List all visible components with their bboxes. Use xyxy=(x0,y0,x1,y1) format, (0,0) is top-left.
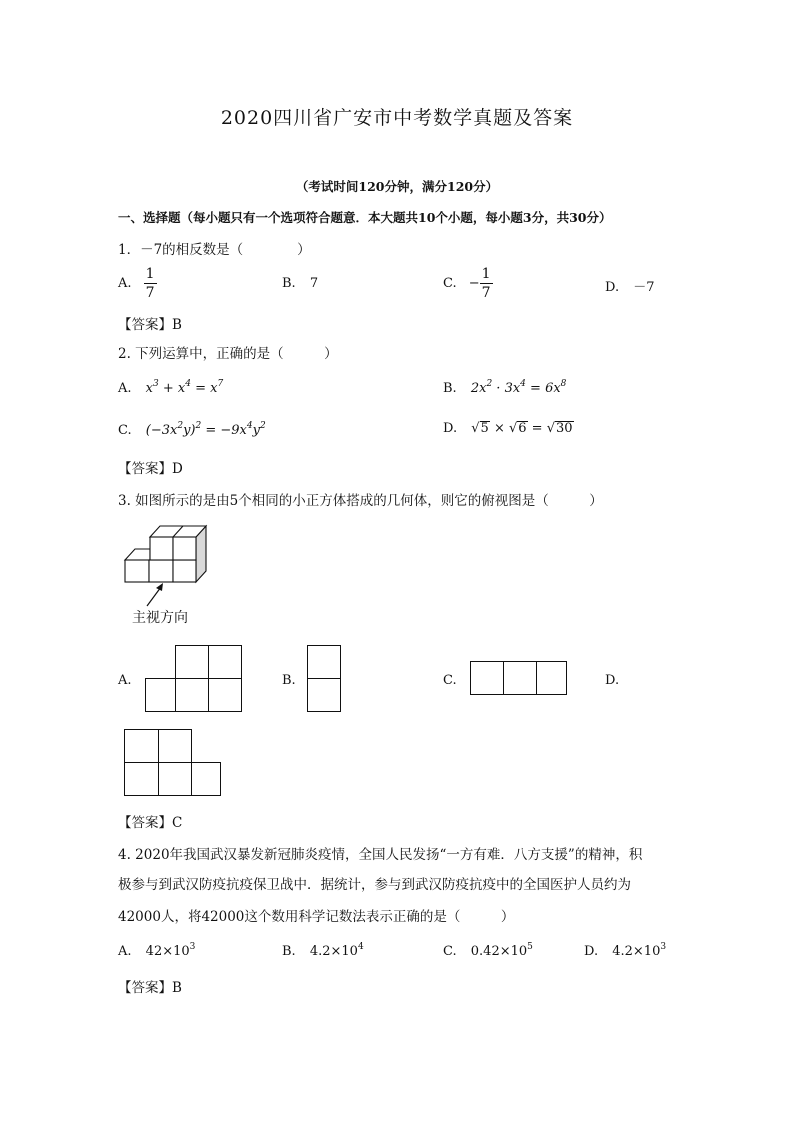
option-d-label: D. xyxy=(584,944,599,959)
question-4-stem-line-2: 极参与到武汉防疫抗疫保卫战中．据统计，参与到武汉防疫抗疫中的全国医护人员约为 xyxy=(118,877,631,893)
option-c-label: C. xyxy=(443,276,457,291)
option-b-value: 7 xyxy=(309,276,319,291)
question-1-stem: 1．－7的相反数是（ ） xyxy=(118,242,311,258)
sci-notation-c: $0.42\times 10^5$ xyxy=(470,942,533,959)
formula-b: $2x^2 \cdot 3x^4 = 6x^8$ xyxy=(470,379,567,396)
question-3-option-c-label: C. xyxy=(443,673,457,688)
option-b-label: B. xyxy=(282,944,296,959)
grid-cell xyxy=(124,762,159,796)
section-heading: 一、选择题（每小题只有一个选项符合题意．本大题共10个小题，每小题3分，共30分） xyxy=(118,210,612,225)
formula-d: √5 × √6 = √30 xyxy=(471,421,573,436)
fraction: $\frac{1}{7}$ xyxy=(481,266,491,301)
grid-cell xyxy=(191,762,221,796)
question-4-option-b xyxy=(282,942,364,959)
option-d-label: D. xyxy=(605,280,620,295)
grid-cell xyxy=(208,645,242,679)
grid-cell xyxy=(307,678,341,712)
question-4-stem-line-1: 4. 2020年我国武汉暴发新冠肺炎疫情，全国人民发扬“一方有难．八方支援”的精神，积 xyxy=(118,847,643,863)
question-4-option-c xyxy=(443,942,533,959)
grid-cell xyxy=(503,661,537,695)
page-title: 2020四川省广安市中考数学真题及答案 xyxy=(220,107,574,129)
option-a-label: A. xyxy=(118,276,132,291)
option-b-label: B. xyxy=(282,276,296,291)
grid-cell xyxy=(158,762,192,796)
question-4-stem-line-3: 42000人，将42000这个数用科学记数法表示正确的是（ ） xyxy=(118,909,515,925)
question-3-answer: 【答案】C xyxy=(118,815,183,831)
question-4-answer: 【答案】B xyxy=(118,980,182,996)
option-b-label: B. xyxy=(443,381,457,396)
question-2-answer: 【答案】D xyxy=(118,461,183,477)
formula-a: $x^3 + x^4 = x^7$ xyxy=(145,379,224,396)
grid-cell xyxy=(124,729,159,763)
sci-notation-b: $4.2\times 10^4$ xyxy=(309,942,364,959)
sci-notation-d: $4.2\times 10^3$ xyxy=(612,942,667,959)
question-2-stem: 2. 下列运算中，正确的是（ ） xyxy=(118,346,338,362)
question-1-answer: 【答案】B xyxy=(118,317,182,333)
question-4-option-d xyxy=(584,942,666,959)
question-3-stem: 3. 如图所示的是由5个相同的小正方体搭成的几何体，则它的俯视图是（ ） xyxy=(118,493,603,509)
question-4-option-a xyxy=(118,942,195,959)
sci-notation-a: $42\times 10^3$ xyxy=(145,942,196,959)
grid-cell xyxy=(536,661,567,695)
question-3-option-b-label: B. xyxy=(282,673,296,688)
question-3-option-d-label: D. xyxy=(605,673,620,688)
grid-cell xyxy=(175,645,209,679)
option-d-value: －7 xyxy=(633,280,655,295)
minus-sign: − xyxy=(468,276,480,291)
fraction: $\frac{1}{7}$ xyxy=(145,266,155,301)
grid-cell xyxy=(175,678,209,712)
option-c-label: C. xyxy=(443,944,457,959)
grid-cell xyxy=(145,678,176,712)
exam-info: （考试时间120分钟，满分120分） xyxy=(295,179,499,194)
option-a-label: A. xyxy=(118,381,132,396)
option-d-label: D. xyxy=(443,421,458,436)
formula-c: $(-3x^2y)^2 = -9x^4y^2$ xyxy=(145,421,266,438)
option-a-label: A. xyxy=(118,944,132,959)
view-direction-label: 主视方向 xyxy=(132,610,188,626)
option-c-label: C. xyxy=(118,423,132,438)
grid-cell xyxy=(470,661,504,695)
grid-cell xyxy=(307,645,341,679)
grid-cell xyxy=(158,729,192,763)
grid-cell xyxy=(208,678,242,712)
question-3-option-a-label: A. xyxy=(118,673,132,688)
